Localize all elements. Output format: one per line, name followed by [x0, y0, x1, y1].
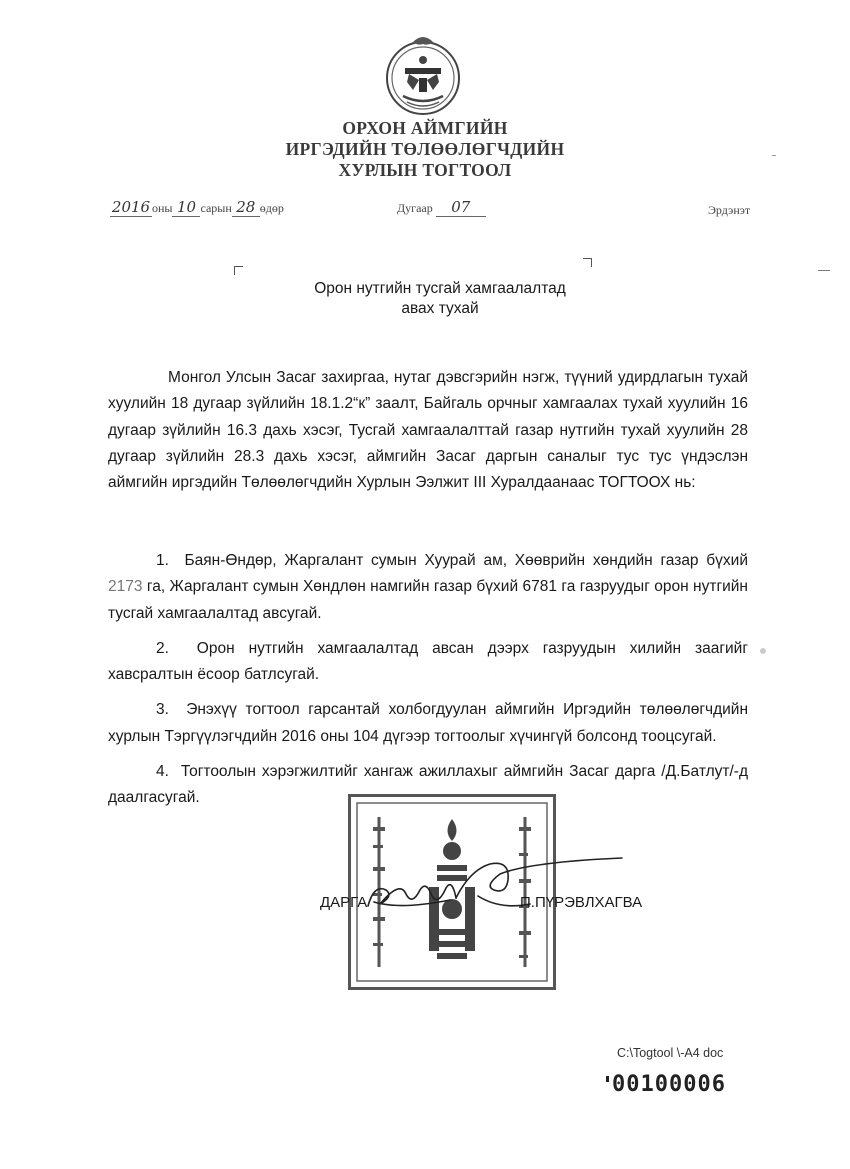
- scan-mark: [772, 155, 776, 156]
- date-year: 2016: [111, 198, 151, 216]
- item-number: 1.: [156, 552, 169, 569]
- serial-number: [612, 1072, 726, 1097]
- meta-row: [0, 198, 850, 222]
- item-number: 3.: [156, 701, 169, 719]
- serial-value: 00100006: [612, 1072, 726, 1097]
- date-month: 10: [172, 198, 200, 217]
- serial-dot: [606, 1076, 609, 1082]
- subject-line-1: Орон нутгийн тусгай хамгаалалтад: [314, 280, 566, 297]
- number-value: 07: [436, 198, 486, 217]
- item-text: Тогтоолын хэрэгжилтийг хангаж ажиллахыг аймгийн Засаг дарга /Д.Батлут/-д даалгасугай.: [108, 763, 748, 807]
- subject-corner-right: [583, 258, 592, 267]
- number-label: Дугаар: [397, 201, 433, 215]
- resolution-items: [108, 548, 748, 821]
- item-number: 2.: [156, 639, 169, 657]
- subject-corner-left: [234, 266, 243, 275]
- signatory-name: П.ПҮРЭВЛХАГВА: [520, 894, 643, 911]
- signatory-title: ДАРГА: [320, 894, 368, 911]
- header-line-3: ХУРЛЫН ТОГТООЛ: [338, 160, 512, 180]
- date-year-suffix: оны: [152, 201, 173, 215]
- subject-line-2: авах тухай: [401, 300, 479, 317]
- scan-speck: [760, 648, 766, 654]
- file-path: C:\Togtool \-A4 doc: [617, 1046, 724, 1060]
- date: [110, 198, 284, 217]
- resolution-item: [108, 548, 748, 627]
- place-name: Эрдэнэт: [708, 203, 751, 217]
- item-text: Энэхүү тогтоол гарсантай холбогдуулан аймгийн Иргэдийн төлөөлөгчдийн хурлын Тэргүүлэгчдийн 2016 оны 104 дүгээр тогтоолыг хүчингүй болсонд тооцсугай.: [108, 701, 748, 745]
- header-line-2: ИРГЭДИЙН ТӨЛӨӨЛӨГЧДИЙН: [285, 139, 565, 159]
- item-text: га, Жаргалант сумын Хөндлөн намгийн газар бүхий 6781 га газруудыг орон нутгийн тусгай хамгаалалтад авсугай.: [108, 578, 748, 622]
- date-day-suffix: өдөр: [259, 201, 284, 215]
- subject-title: [250, 279, 630, 319]
- scan-mark: [818, 270, 830, 271]
- document-header: [230, 118, 620, 181]
- item-number: 4.: [156, 763, 169, 781]
- header-line-1: ОРХОН АЙМГИЙН: [342, 118, 508, 138]
- date-month-suffix: сарын: [200, 201, 232, 215]
- preamble-text: Монгол Улсын Засаг захиргаа, нутаг дэвсгэрийн нэгж, түүний удирдлагын тухай хуулийн 18 дугаар зүйлийн 18.1.2“к” заалт, Байгаль орчныг хамгаалах тухай хуулийн 16 дугаар зүйлийн 16.3 дахь хэсэг, Тусгай хамгаалалттай газар нутгийн тухай хуулийн 28 дугаар зүйлийн 28.3 дахь хэсэг, аймгийн Засаг даргын саналыг тус тус үндэслэн аймгийн иргэдийн Төлөөлөгчдийн Хурлын Ээлжит III Хуралдаанаас ТОГТООХ нь:: [108, 369, 748, 492]
- document-number: [397, 198, 486, 217]
- item-text: Орон нутгийн хамгаалалтад авсан дээрх газруудын хилийн заагийг хавсралтын ёсоор батлсугай.: [108, 639, 748, 684]
- resolution-item: [108, 636, 748, 689]
- state-emblem-icon: [383, 34, 463, 118]
- resolution-item: [108, 697, 748, 750]
- item-area-figure: 2173: [108, 578, 143, 596]
- date-day: 28: [232, 198, 260, 217]
- preamble: [108, 365, 748, 496]
- item-text: Баян-Өндөр, Жаргалант сумын Хуурай ам, Хөөврийн хөндийн газар бүхий: [184, 552, 749, 569]
